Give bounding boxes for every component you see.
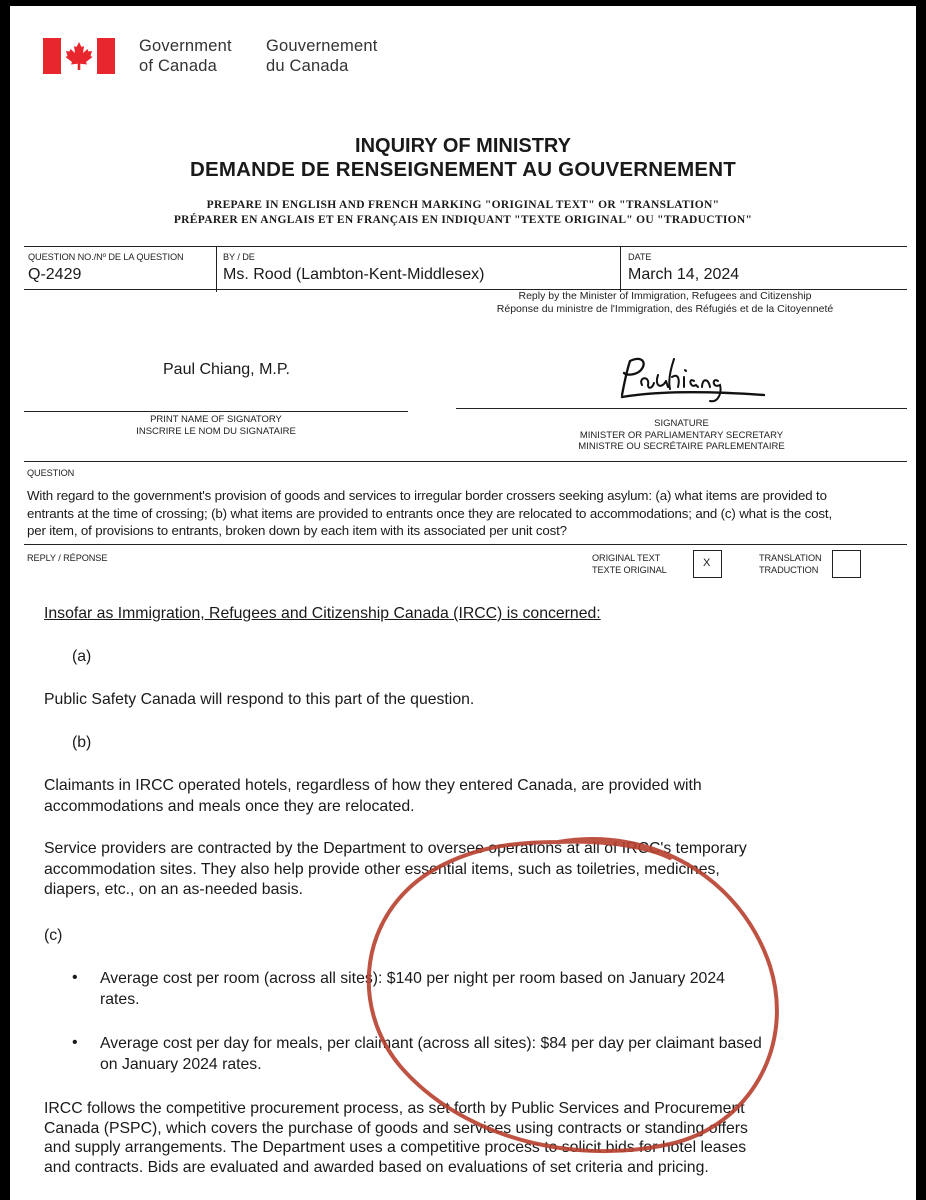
divider bbox=[620, 246, 621, 292]
part-a-text: Public Safety Canada will respond to this part of the question. bbox=[44, 691, 475, 708]
reply-label: REPLY / RÉPONSE bbox=[27, 553, 108, 563]
divider bbox=[24, 544, 907, 545]
bullet-room-cost bbox=[100, 969, 900, 1010]
bullet-line: Average cost per day for meals, per claimant (across all sites): $84 per day per claimant based bbox=[100, 1035, 762, 1052]
signature-label bbox=[456, 418, 907, 453]
original-text-checkbox[interactable] bbox=[693, 550, 722, 578]
government-fr-line1: Gouvernement bbox=[266, 37, 378, 55]
date-label: DATE bbox=[628, 252, 652, 262]
bullet-line: Average cost per room (across all sites): $140 per night per room based on January 2024 bbox=[100, 970, 725, 987]
date-value: March 14, 2024 bbox=[628, 266, 740, 283]
original-text-fr: TEXTE ORIGINAL bbox=[592, 564, 667, 575]
bullet-marker: • bbox=[72, 1034, 78, 1051]
reply-by-en: Reply by the Minister of Immigration, Refugees and Citizenship bbox=[518, 290, 812, 302]
paragraph-line: and contracts. Bids are evaluated and awarded based on evaluations of set criteria and pricing. bbox=[44, 1158, 709, 1176]
part-b-paragraph-2 bbox=[44, 839, 894, 901]
paragraph-line: accommodation sites. They also help provide other essential items, such as toiletries, medicines, bbox=[44, 860, 720, 878]
bullet-marker: • bbox=[72, 969, 78, 986]
bullet-line: on January 2024 rates. bbox=[100, 1055, 262, 1073]
translation-en: TRANSLATION bbox=[759, 553, 822, 563]
by-value: Ms. Rood (Lambton-Kent-Middlesex) bbox=[223, 266, 485, 283]
original-text-en: ORIGINAL TEXT bbox=[592, 553, 661, 563]
divider bbox=[24, 246, 907, 247]
canada-flag-icon bbox=[43, 38, 115, 74]
annotation-circle bbox=[10, 6, 916, 1200]
divider bbox=[456, 408, 907, 409]
question-label: QUESTION bbox=[27, 468, 75, 478]
paragraph-line: accommodations and meals once they are relocated. bbox=[44, 797, 415, 815]
paragraph-line: Service providers are contracted by the Department to oversee operations at all of IRCC's temporary bbox=[44, 840, 747, 857]
title-fr: DEMANDE DE RENSEIGNEMENT AU GOUVERNEMENT bbox=[190, 158, 736, 181]
original-text-mark: X bbox=[703, 557, 711, 569]
question-no-label: QUESTION NO./Nº DE LA QUESTION bbox=[28, 252, 184, 262]
handwritten-signature bbox=[608, 351, 768, 409]
signature-label-text: SIGNATURE bbox=[654, 418, 709, 429]
part-b-paragraph-1 bbox=[44, 776, 894, 817]
divider bbox=[216, 246, 217, 292]
divider bbox=[24, 461, 907, 462]
paragraph-line: IRCC follows the competitive procurement process, as set forth by Public Services and Procurement bbox=[44, 1100, 745, 1117]
signature-role-fr: MINISTRE OU SECRÉTAIRE PARLEMENTAIRE bbox=[578, 441, 785, 452]
print-name-label-fr: INSCRIRE LE NOM DU SIGNATAIRE bbox=[136, 425, 296, 437]
government-fr bbox=[266, 36, 378, 76]
print-name-label bbox=[24, 414, 408, 437]
bullet-line: rates. bbox=[100, 990, 140, 1008]
answer-intro: Insofar as Immigration, Refugees and Citizenship Canada (IRCC) is concerned: bbox=[44, 605, 601, 622]
by-label: BY / DE bbox=[223, 252, 255, 262]
paragraph-line: Claimants in IRCC operated hotels, regardless of how they entered Canada, are provided with bbox=[44, 777, 702, 794]
question-text bbox=[27, 487, 899, 540]
instruction-en: PREPARE IN ENGLISH AND FRENCH MARKING "ORIGINAL TEXT" OR "TRANSLATION" bbox=[206, 199, 720, 211]
original-text-label bbox=[592, 553, 667, 576]
bullet-meal-cost bbox=[100, 1034, 900, 1075]
government-en-line2: of Canada bbox=[139, 57, 217, 75]
signatory-name: Paul Chiang, M.P. bbox=[163, 361, 290, 378]
print-name-label-en: PRINT NAME OF SIGNATORY bbox=[150, 414, 282, 425]
government-en bbox=[139, 36, 232, 76]
paragraph-line: Canada (PSPC), which covers the purchase of goods and services using contracts or standing offers bbox=[44, 1119, 748, 1137]
question-line: per item, of provisions to entrants, broken down by each item with its associated per unit cost? bbox=[27, 523, 567, 538]
government-en-line1: Government bbox=[139, 37, 232, 55]
translation-checkbox[interactable] bbox=[832, 550, 861, 578]
instruction-fr: PRÉPARER EN ANGLAIS ET EN FRANÇAIS EN INDIQUANT "TEXTE ORIGINAL" OU "TRADUCTION" bbox=[173, 214, 753, 226]
paragraph-line: and supply arrangements. The Department uses a competitive process to solicit bids for hotel leases bbox=[44, 1139, 747, 1156]
translation-label bbox=[759, 553, 822, 576]
question-line: With regard to the government's provision of goods and services to irregular border crossers seeking asylum: (a) what items are provided to bbox=[27, 488, 827, 503]
title-en: INQUIRY OF MINISTRY bbox=[355, 135, 571, 157]
reply-by bbox=[450, 290, 880, 316]
part-c-label: (c) bbox=[44, 927, 63, 944]
reply-by-fr: Réponse du ministre de l'Immigration, des Réfugiés et de la Citoyenneté bbox=[496, 303, 834, 315]
part-a-label: (a) bbox=[72, 648, 92, 665]
procurement-paragraph bbox=[44, 1099, 894, 1177]
document-page bbox=[10, 6, 916, 1200]
paragraph-line: diapers, etc., on an as-needed basis. bbox=[44, 881, 304, 898]
question-no: Q-2429 bbox=[28, 266, 82, 283]
divider bbox=[24, 411, 408, 412]
signature-role-en: MINISTER OR PARLIAMENTARY SECRETARY bbox=[579, 429, 784, 441]
translation-fr: TRADUCTION bbox=[759, 564, 819, 575]
question-line: entrants at the time of crossing; (b) what items are provided to entrants once they are relocated to accommodations; and (c) what is the cost, bbox=[27, 505, 832, 521]
part-b-label: (b) bbox=[72, 734, 92, 751]
government-fr-line2: du Canada bbox=[266, 57, 349, 75]
